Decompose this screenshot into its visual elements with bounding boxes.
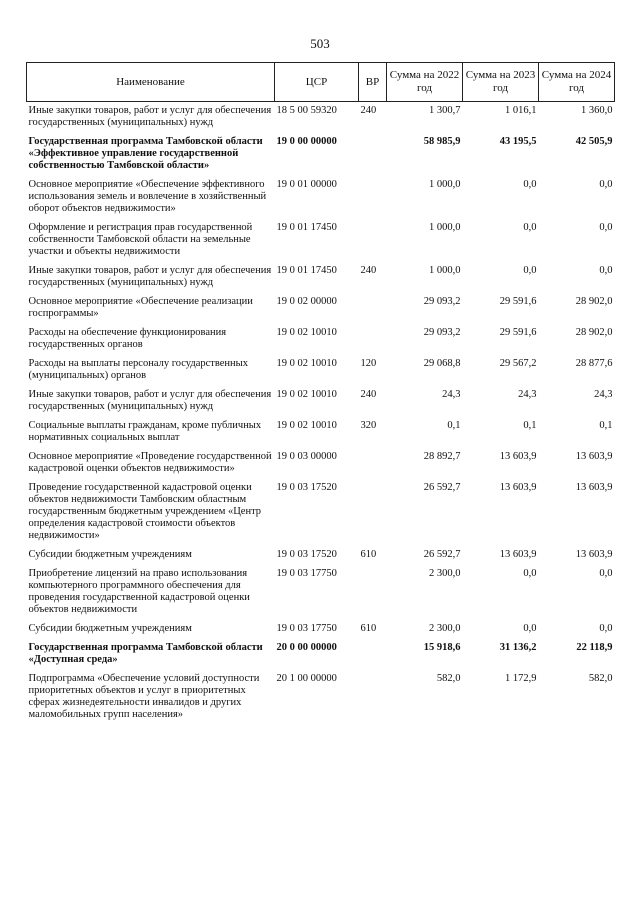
table-row: [27, 133, 615, 176]
row-sum-2022: 29 093,2: [423, 327, 461, 338]
header-csr: ЦСР: [275, 63, 359, 102]
row-sum-2022: 29 068,8: [423, 358, 461, 369]
row-vr: [359, 176, 387, 219]
row-sum-2023: 0,0: [523, 265, 537, 276]
row-sum-2022: 26 592,7: [423, 549, 461, 560]
row-sum-2022: 1 000,0: [429, 222, 461, 233]
table-row: [27, 324, 615, 355]
row-name: Государственная программа Тамбовской области «Эффективное управление государственной собственностью Тамбовской области»: [28, 136, 263, 171]
row-vr: 610: [360, 623, 377, 634]
table-row: [27, 546, 615, 565]
table-row: [27, 417, 615, 448]
header-2024: Сумма на 2024 год: [539, 63, 615, 102]
row-sum-2022: 1 000,0: [429, 179, 461, 190]
row-sum-2024: 13 603,9: [575, 451, 613, 462]
table-row: [27, 448, 615, 479]
row-name: Иные закупки товаров, работ и услуг для обеспечения государственных (муниципальных) нужд: [28, 389, 272, 412]
table-row: [27, 219, 615, 262]
row-sum-2024: 0,0: [599, 179, 613, 190]
budget-table: [26, 62, 615, 725]
table-row: [27, 670, 615, 725]
row-vr: [359, 565, 387, 620]
row-sum-2023: 13 603,9: [499, 482, 537, 493]
row-csr: 19 0 01 17450: [276, 222, 337, 233]
row-name: Расходы на обеспечение функционирования государственных органов: [28, 327, 227, 350]
row-sum-2024: 24,3: [594, 389, 613, 400]
row-vr: [359, 479, 387, 546]
row-sum-2024: 28 902,0: [575, 327, 613, 338]
row-vr: 240: [360, 105, 377, 116]
row-csr: 19 0 02 00000: [276, 296, 337, 307]
row-csr: 19 0 02 10010: [276, 420, 337, 431]
row-sum-2024: 13 603,9: [575, 482, 613, 493]
table-row: [27, 479, 615, 546]
row-sum-2022: 2 300,0: [429, 568, 461, 579]
row-sum-2024: 0,0: [599, 265, 613, 276]
row-sum-2024: 582,0: [588, 673, 613, 684]
row-csr: 19 0 01 17450: [276, 265, 337, 276]
row-sum-2024: 28 902,0: [575, 296, 613, 307]
row-csr: 19 0 03 17750: [276, 568, 337, 579]
header-2022: Сумма на 2022 год: [387, 63, 463, 102]
table-row: [27, 293, 615, 324]
table-row: [27, 639, 615, 670]
row-csr: 19 0 03 17520: [276, 482, 337, 493]
row-sum-2023: 13 603,9: [499, 451, 537, 462]
row-sum-2022: 24,3: [442, 389, 461, 400]
table-row: [27, 176, 615, 219]
row-name: Субсидии бюджетным учреждениям: [28, 623, 192, 634]
row-name: Приобретение лицензий на право использования компьютерного программного обеспечения для проведения государственной кадастровой оценки объектов недвижимости: [28, 568, 250, 615]
row-sum-2022: 2 300,0: [429, 623, 461, 634]
row-sum-2024: 42 505,9: [575, 136, 613, 147]
row-name: Подпрограмма «Обеспечение условий доступности приоритетных объектов и услуг в приоритетных сферах жизнедеятельности инвалидов и других маломобильных групп населения»: [28, 673, 260, 720]
row-csr: 19 0 01 00000: [276, 179, 337, 190]
row-sum-2022: 1 000,0: [429, 265, 461, 276]
row-sum-2023: 29 591,6: [499, 327, 537, 338]
page-number: 503: [310, 36, 330, 51]
row-name: Основное мероприятие «Обеспечение реализации госпрограммы»: [28, 296, 253, 319]
row-sum-2022: 0,1: [447, 420, 461, 431]
row-sum-2022: 29 093,2: [423, 296, 461, 307]
row-sum-2023: 0,0: [523, 568, 537, 579]
row-sum-2024: 28 877,6: [575, 358, 613, 369]
header-2023: Сумма на 2023 год: [463, 63, 539, 102]
row-csr: 19 0 03 17520: [276, 549, 337, 560]
table-row: [27, 102, 615, 134]
row-vr: [359, 448, 387, 479]
row-sum-2024: 13 603,9: [575, 549, 613, 560]
row-name: Расходы на выплаты персоналу государственных (муниципальных) органов: [28, 358, 248, 381]
row-sum-2022: 26 592,7: [423, 482, 461, 493]
row-name: Государственная программа Тамбовской области «Доступная среда»: [28, 642, 263, 665]
row-name: Основное мероприятие «Проведение государственной кадастровой оценки объектов недвижимости»: [28, 451, 272, 474]
row-sum-2023: 1 016,1: [505, 105, 537, 116]
table-body: [27, 102, 615, 726]
table-header-row: [27, 63, 615, 102]
row-vr: [359, 639, 387, 670]
row-name: Оформление и регистрация прав государственной собственности Тамбовской области на земельные участки и объекты недвижимости: [28, 222, 253, 257]
row-sum-2023: 0,0: [523, 623, 537, 634]
row-sum-2023: 29 567,2: [499, 358, 537, 369]
row-vr: [359, 324, 387, 355]
row-sum-2022: 28 892,7: [423, 451, 461, 462]
row-vr: 320: [360, 420, 377, 431]
row-sum-2024: 22 118,9: [576, 642, 613, 653]
row-csr: 19 0 03 17750: [276, 623, 337, 634]
row-sum-2024: 0,0: [599, 623, 613, 634]
row-csr: 18 5 00 59320: [276, 105, 337, 116]
row-sum-2024: 0,0: [599, 222, 613, 233]
row-csr: 19 0 02 10010: [276, 358, 337, 369]
row-csr: 19 0 00 00000: [276, 136, 337, 147]
row-sum-2022: 58 985,9: [423, 136, 461, 147]
row-sum-2024: 0,0: [599, 568, 613, 579]
row-sum-2023: 0,0: [523, 179, 537, 190]
row-vr: [359, 670, 387, 725]
row-vr: 610: [360, 549, 377, 560]
row-sum-2024: 0,1: [599, 420, 613, 431]
row-name: Иные закупки товаров, работ и услуг для обеспечения государственных (муниципальных) нужд: [28, 265, 272, 288]
row-name: Социальные выплаты гражданам, кроме публичных нормативных социальных выплат: [28, 420, 262, 443]
row-sum-2023: 13 603,9: [499, 549, 537, 560]
row-vr: [359, 133, 387, 176]
table-row: [27, 355, 615, 386]
row-vr: [359, 219, 387, 262]
row-vr: 120: [360, 358, 377, 369]
row-sum-2023: 43 195,5: [499, 136, 537, 147]
row-name: Субсидии бюджетным учреждениям: [28, 549, 192, 560]
header-name: Наименование: [27, 63, 275, 102]
row-sum-2024: 1 360,0: [581, 105, 613, 116]
row-csr: 20 0 00 00000: [276, 642, 337, 653]
row-name: Проведение государственной кадастровой оценки объектов недвижимости Тамбовским областным государственным бюджетным учреждением «Центр определения кадастровой стоимости объектов недвижимости»: [28, 482, 262, 541]
row-sum-2023: 24,3: [518, 389, 537, 400]
header-vr: ВР: [359, 63, 387, 102]
row-sum-2023: 0,0: [523, 222, 537, 233]
row-sum-2023: 29 591,6: [499, 296, 537, 307]
row-sum-2022: 15 918,6: [423, 642, 461, 653]
row-csr: 19 0 03 00000: [276, 451, 337, 462]
table-row: [27, 386, 615, 417]
row-sum-2022: 582,0: [436, 673, 461, 684]
table-row: [27, 620, 615, 639]
row-vr: 240: [360, 265, 377, 276]
row-sum-2023: 1 172,9: [505, 673, 537, 684]
row-csr: 20 1 00 00000: [276, 673, 337, 684]
row-sum-2022: 1 300,7: [429, 105, 461, 116]
row-csr: 19 0 02 10010: [276, 327, 337, 338]
row-vr: [359, 293, 387, 324]
row-name: Иные закупки товаров, работ и услуг для обеспечения государственных (муниципальных) нужд: [28, 105, 272, 128]
table-row: [27, 262, 615, 293]
row-sum-2023: 0,1: [523, 420, 537, 431]
row-sum-2023: 31 136,2: [499, 642, 537, 653]
table-row: [27, 565, 615, 620]
row-vr: 240: [360, 389, 377, 400]
row-csr: 19 0 02 10010: [276, 389, 337, 400]
row-name: Основное мероприятие «Обеспечение эффективного использования земель и вовлечение в хозяйственный оборот объектов недвижимости»: [28, 179, 267, 214]
